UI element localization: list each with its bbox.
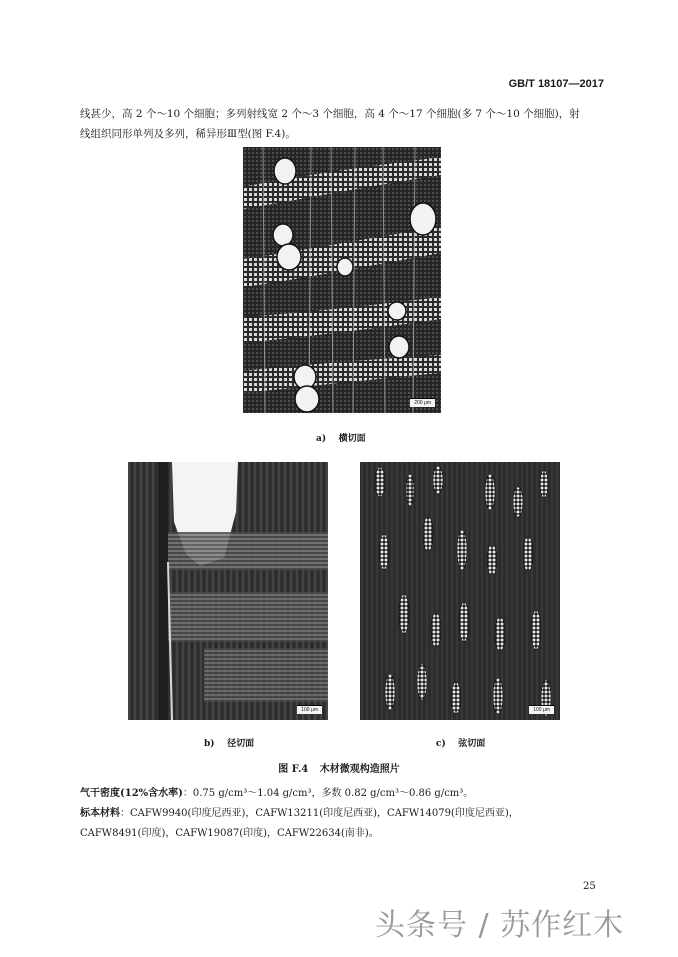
- specimen-line-2: CAFW8491(印度)，CAFW19087(印度)，CAFW22634(南非)。: [80, 828, 379, 839]
- density-line: [80, 784, 620, 804]
- density-label: 气干密度(12%含水率): [80, 788, 183, 799]
- specimen-line-1: [80, 804, 620, 824]
- caption-b: [204, 736, 254, 749]
- caption-c: [436, 736, 485, 749]
- body-text-line-2: 线组织同形单列及多列，稀异形Ⅲ型(图 F.4)。: [80, 128, 296, 140]
- caption-a-letter: a): [316, 434, 327, 444]
- caption-c-text: 弦切面: [458, 739, 486, 749]
- standard-number: GB/T 18107—2017: [508, 78, 604, 90]
- caption-b-text: 径切面: [227, 739, 255, 749]
- density-value: ：0.75 g/cm³～1.04 g/cm³，多数 0.82 g/cm³～0.86 g/cm³。: [182, 788, 474, 799]
- tangential-section-image: [360, 462, 560, 720]
- figure-title-text: 木材微观构造照片: [319, 764, 400, 775]
- page-number: 25: [583, 881, 596, 892]
- specimen-text-1: ：CAFW9940(印度尼西亚)，CAFW13211(印度尼西亚)，CAFW14079(印度尼西亚)，: [120, 808, 519, 819]
- micrograph-radial: [128, 462, 328, 720]
- radial-section-image: [128, 462, 328, 720]
- figure-title: [0, 760, 678, 775]
- scale-bar-a: 200 μm: [410, 398, 435, 407]
- caption-b-letter: b): [204, 739, 215, 749]
- watermark: 头条号 / 苏作红木: [375, 908, 625, 943]
- scale-bar-b: 100 μm: [297, 705, 322, 714]
- caption-a: [316, 431, 366, 444]
- transverse-section-image: [243, 147, 441, 413]
- caption-c-letter: c): [436, 739, 446, 749]
- caption-a-text: 横切面: [338, 434, 366, 444]
- micrograph-tangential: [360, 462, 560, 720]
- scale-bar-c: 100 μm: [529, 705, 554, 714]
- figure-number: 图 F.4: [278, 764, 309, 775]
- specimen-label: 标本材料: [80, 808, 120, 819]
- micrograph-transverse: [243, 147, 441, 413]
- body-text-line-1: 线甚少，高 2 个～10 个细胞；多列射线宽 2 个～3 个细胞，高 4 个～17 个细胞(多 7 个～10 个细胞)，射: [80, 108, 580, 120]
